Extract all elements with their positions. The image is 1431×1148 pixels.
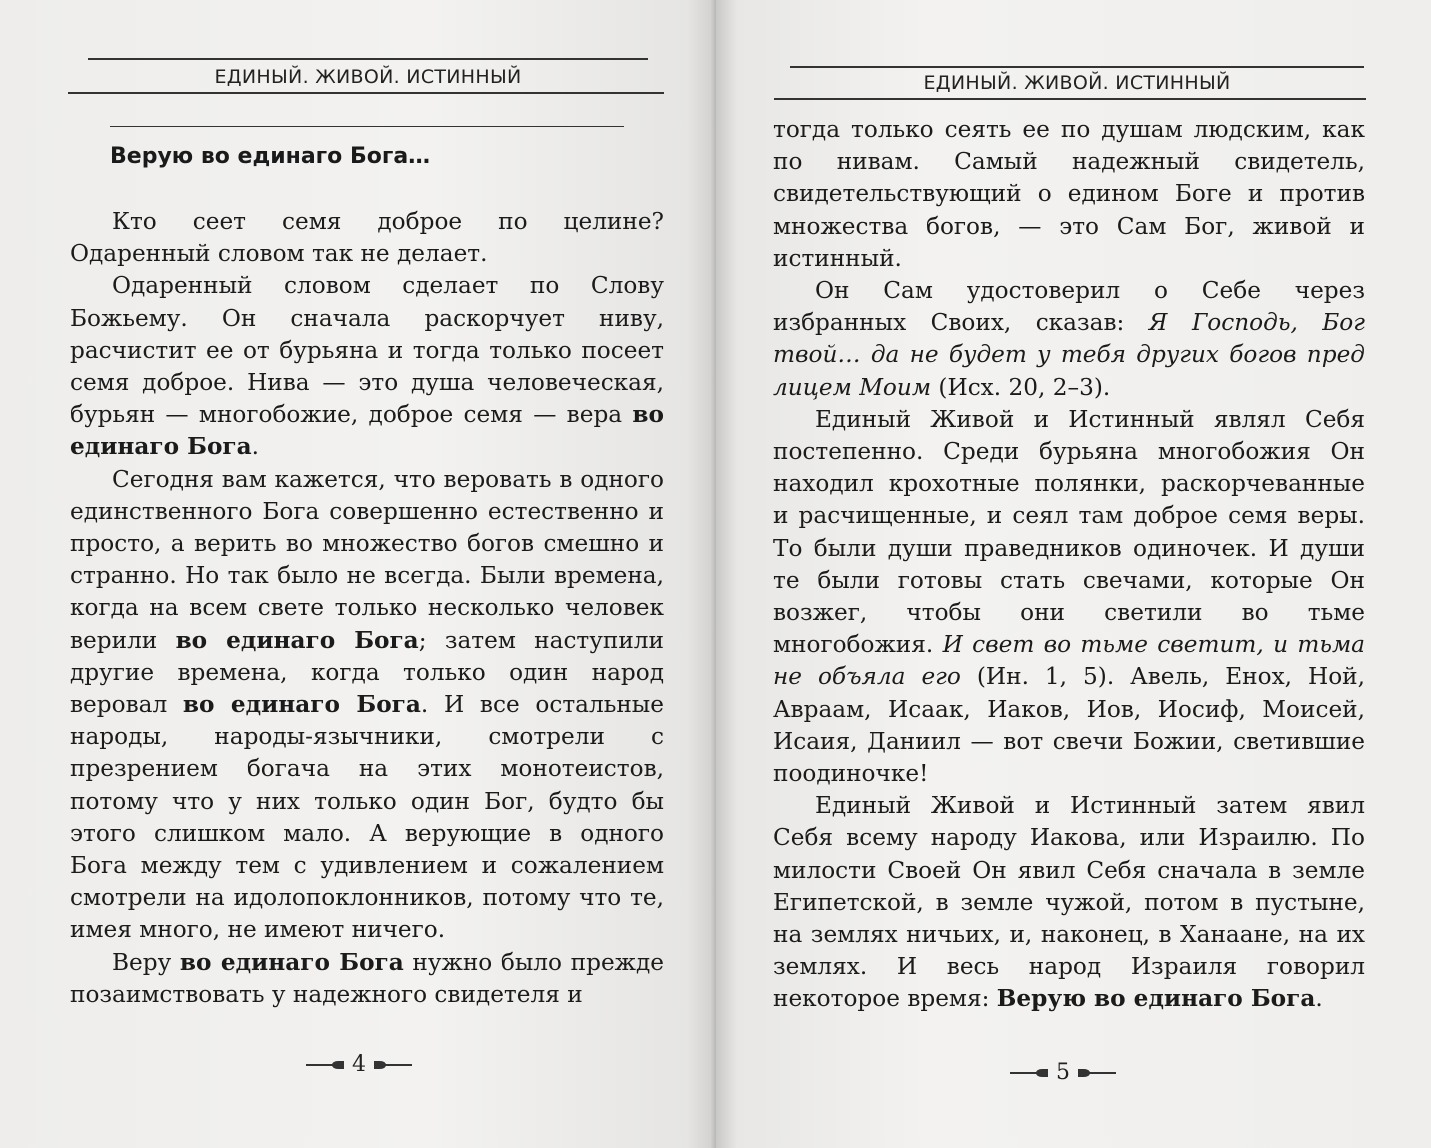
text-run: тогда только сеять ее по душам людским, как по нивам. Самый надежный свидетель, свидетельствующий о едином Боге и против множества богов, — это Сам Бог, живой и истинный. — [773, 116, 1365, 272]
paragraph — [773, 275, 1365, 404]
page-number: 5 — [1056, 1060, 1070, 1085]
text-run: (Исх. 20, 2–3). — [931, 373, 1111, 401]
scripture-quote: И свет во тьме светит, и тьма не объяла его — [773, 631, 1366, 691]
paragraph — [70, 464, 664, 947]
text-run: . — [251, 433, 260, 461]
paragraph — [773, 114, 1365, 275]
header-rule-bottom — [68, 92, 664, 94]
page-folio — [1010, 1060, 1116, 1085]
scripture-quote: Я Господь, Бог твой… да не будет у тебя других богов пред лицем Моим — [773, 309, 1365, 401]
running-head: ЕДИНЫЙ. ЖИВОЙ. ИСТИННЫЙ — [923, 72, 1231, 94]
text-run: . И все остальные народы, народы-язычники, смотрели с презрением богача на этих монотеистов, потому что у них только один Бог, будто бы этого слишком мало. А верующие в одного Бога между тем с удивлением и сожалением смотрели на идолопоклонников, потому что те, имея много, не имеют ничего. — [70, 691, 664, 944]
page-folio — [306, 1052, 412, 1077]
running-head: ЕДИНЫЙ. ЖИВОЙ. ИСТИННЫЙ — [214, 66, 522, 88]
bold-phrase: во единаго Бога — [70, 401, 664, 461]
section-heading: Верую во единаго Бога… — [110, 144, 431, 169]
paragraph — [70, 206, 664, 270]
text-run: Кто сеет семя доброе по целине? Одаренный словом так не делает. — [70, 208, 664, 268]
paragraph — [773, 404, 1365, 790]
text-run: . — [1315, 985, 1323, 1013]
header-rule-top — [790, 66, 1364, 68]
text-run: нужно было прежде позаимствовать у надежного свидетеля и — [70, 948, 664, 1008]
left-body-text — [70, 206, 664, 1011]
bold-phrase: во единаго Бога — [179, 948, 404, 976]
bold-phrase: Верую во единаго Бога — [996, 985, 1316, 1013]
paragraph — [70, 947, 664, 1011]
right-page — [716, 0, 1431, 1148]
text-run: Одаренный словом сделает по Слову Божьему. Он сначала раскорчует ниву, расчистит ее от бурьяна и тогда только посеет семя доброе. Нива — это душа человеческая, бурьян — многобожие, доброе семя — вера — [70, 272, 664, 429]
text-run: ; затем наступили другие времена, когда только один народ веровал — [70, 626, 664, 719]
section-rule — [110, 126, 624, 127]
header-rule-bottom — [774, 98, 1366, 100]
folio-ornament-icon — [1010, 1070, 1048, 1076]
text-run: Единый Живой и Истинный являл Себя постепенно. Среди бурьяна многобожия Он находил крохотные полянки, раскорчеванные и расчищенные, и сеял там доброе семя веры. То были души праведников одиночек. И души те были готовы стать свечами, которые Он возжег, чтобы они светили во тьме многобожия. — [773, 405, 1365, 659]
text-run: Сегодня вам кажется, что веровать в одного единственного Бога совершенно естественно и просто, а верить во множество богов смешно и странно. Но так было не всегда. Были времена, когда на всем свете только несколько человек верили — [70, 465, 664, 654]
header-rule-top — [88, 58, 648, 60]
text-run: Единый Живой и Истинный затем явил Себя всему народу Иакова, или Израилю. По милости Своей Он явил Себя сначала в земле Египетской, в земле чужой, потом в пустыне, на землях ничьих, и, наконец, в Ханаане, на их землях. И весь народ Израиля говорил некоторое время: — [773, 792, 1365, 1013]
paragraph — [773, 790, 1365, 1015]
text-run: Веру — [112, 948, 180, 976]
bold-phrase: во единаго Бога — [175, 626, 419, 654]
bold-phrase: во единаго Бога — [182, 691, 421, 719]
text-run: (Ин. 1, 5). Авель, Енох, Ной, Авраам, Исаак, Иаков, Иов, Иосиф, Моисей, Исаия, Даниил — вот свечи Божии, светившие поодиночке! — [773, 663, 1365, 788]
text-run: Он Сам удостоверил о Себе через избранных Своих, сказав: — [773, 277, 1365, 337]
paragraph — [70, 270, 664, 463]
right-body-text — [773, 114, 1365, 1016]
folio-ornament-icon — [374, 1062, 412, 1068]
folio-ornament-icon — [306, 1062, 344, 1068]
page-number: 4 — [352, 1052, 366, 1077]
folio-ornament-icon — [1078, 1070, 1116, 1076]
